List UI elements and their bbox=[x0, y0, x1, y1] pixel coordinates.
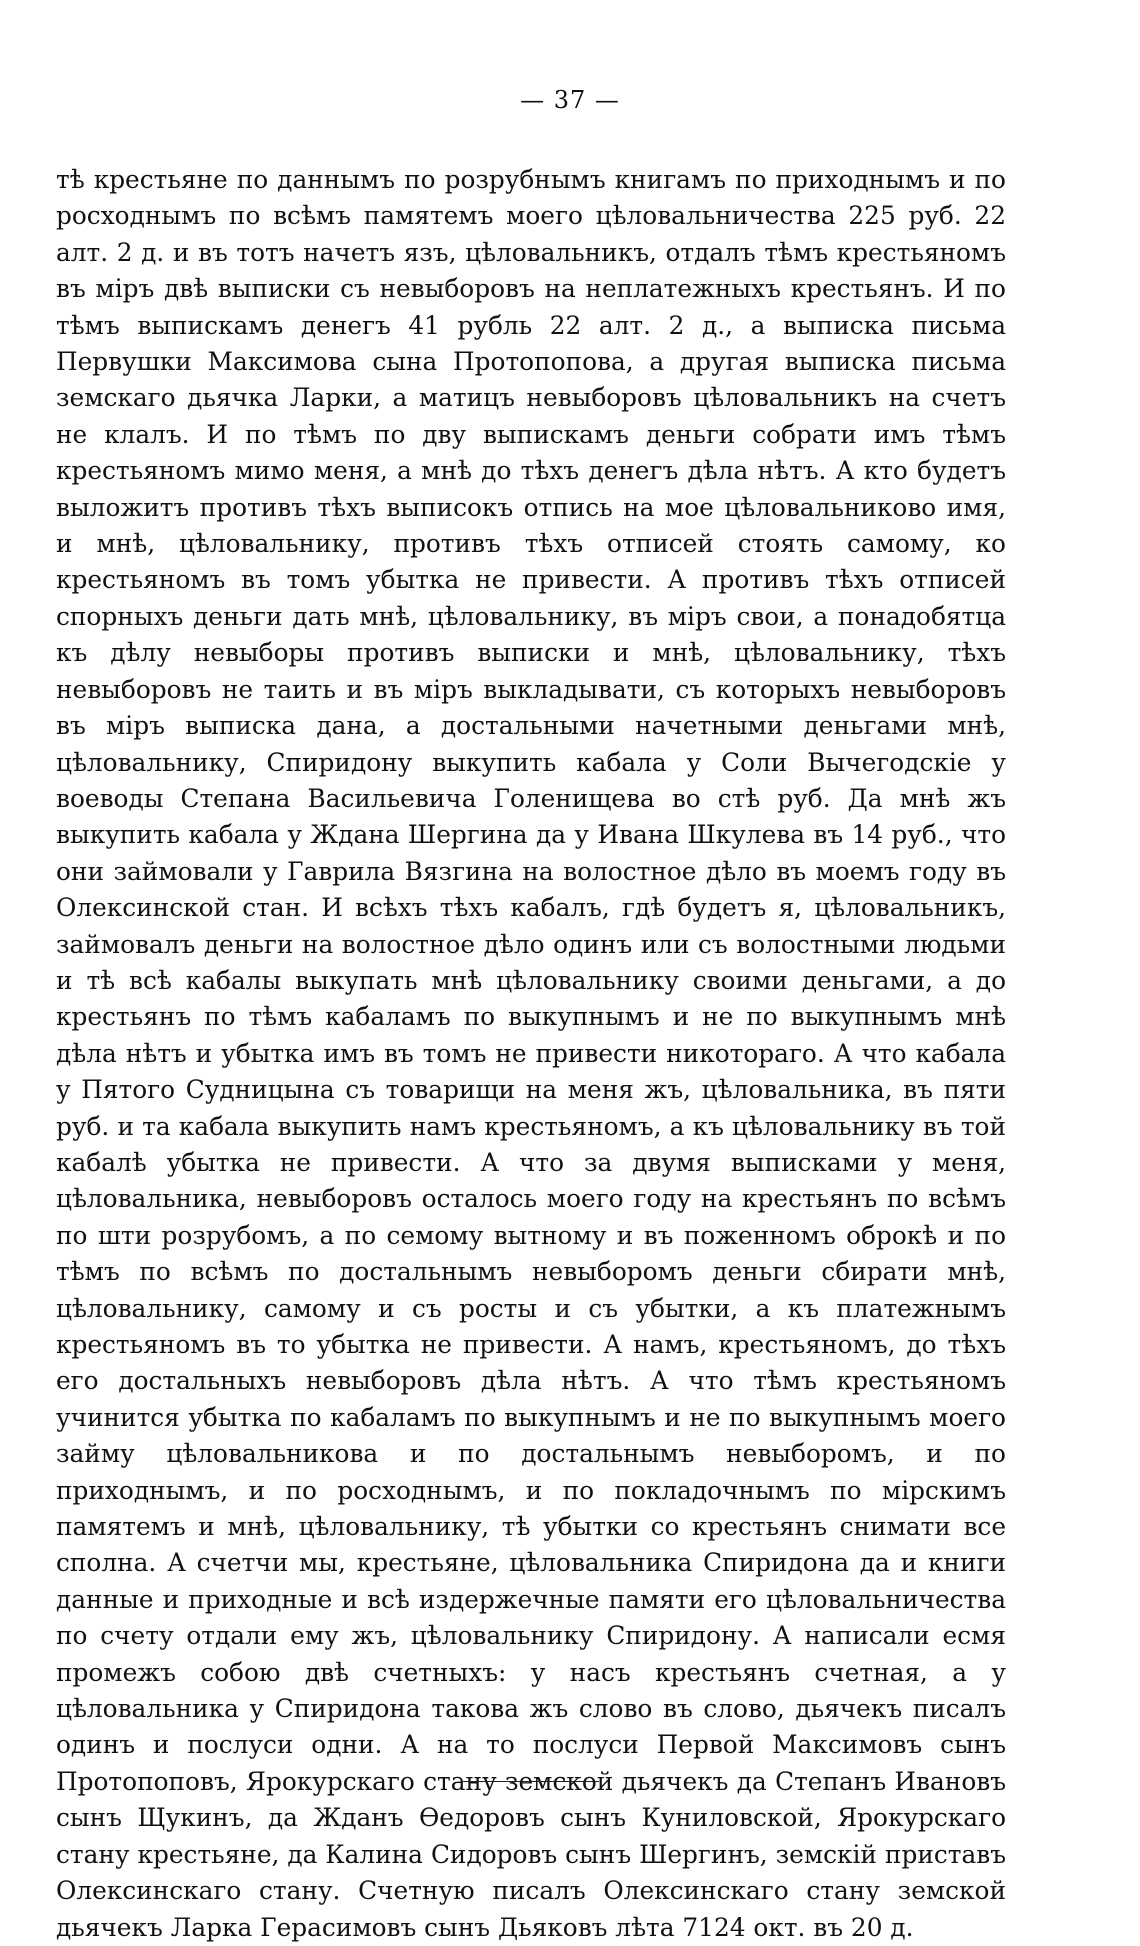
end-rule bbox=[463, 1781, 599, 1782]
page-number: — 37 — bbox=[520, 86, 620, 114]
body-paragraph: тѣ крестьяне по даннымъ по розрубнымъ книгамъ по приходнымъ и по росходнымъ по всѣмъ памятемъ моего цѣловальничества 225 руб. 22 алт. 2 д. и въ тотъ начетъ язъ, цѣловальникъ, отдалъ тѣмъ крестьяномъ въ міръ двѣ выписки съ невыборовъ на неплатежныхъ крестьянъ. И по тѣмъ выпискамъ денегъ 41 рубль 22 алт. 2 д., а выписка письма Первушки Максимова сына Протопопова, а другая выписка письма земскаго дьячка Ларки, а матицъ невыборовъ цѣловальникъ на счетъ не клалъ. И по тѣмъ по дву выпискамъ деньги собрати имъ тѣмъ крестьяномъ мимо меня, а мнѣ до тѣхъ денегъ дѣла нѣтъ. А кто будетъ выложитъ противъ тѣхъ выписокъ отпись на мое цѣловальниково имя, и мнѣ, цѣловальнику, противъ тѣхъ отписей стоять самому, ко крестьяномъ въ томъ убытка не привести. А противъ тѣхъ отписей спорныхъ деньги дать мнѣ, цѣловальнику, въ міръ свои, а понадобятца къ дѣлу невыборы противъ выписки и мнѣ, цѣловальнику, тѣхъ невыборовъ не таить и въ міръ выкладывати, съ которыхъ невыборовъ въ міръ выписка дана, а достальными начетными деньгами мнѣ, цѣловальнику, Спиридону выкупить кабала у Соли Вычегодскіе у воеводы Степана Васильевича Голенищева во стѣ руб. Да мнѣ жъ выкупить кабала у Ждана Шергина да у Ивана Шкулева въ 14 руб., что они займовали у Гаврила Вязгина на волостное дѣло въ моемъ году въ Олексинской стан. И всѣхъ тѣхъ кабалъ, гдѣ будетъ я, цѣловальникъ, займовалъ деньги на волостное дѣло одинъ или съ волостными людьми и тѣ всѣ кабалы выкупать мнѣ цѣловальнику своими деньгами, а до крестьянъ по тѣмъ кабаламъ по выкупнымъ и не по выкупнымъ мнѣ дѣла нѣтъ и убытка имъ въ томъ не привести никотораго. А что кабала у Пятого Судницына съ товарищи на меня жъ, цѣловальника, въ пяти руб. и та кабала выкупить намъ крестьяномъ, а къ цѣловальнику въ той кабалѣ убытка не привести. А что за двумя выписками у меня, цѣловальника, невыборовъ осталось моего году на крестьянъ по всѣмъ по шти розрубомъ, а по семому вытному и въ поженномъ оброкѣ и по тѣмъ по всѣмъ по достальнымъ невыборомъ деньги сбирати мнѣ, цѣловальнику, самому и съ росты и съ убытки, а къ платежнымъ крестьяномъ въ то убытка не привести. А намъ, крестьяномъ, до тѣхъ его достальныхъ невыборовъ дѣла нѣтъ. А что тѣмъ крестьяномъ учинится убытка по кабаламъ по выкупнымъ и не по выкупнымъ моего займу цѣловальникова и по достальнымъ невыборомъ, и по приходнымъ, и по росходнымъ, и по покладочнымъ по мірскимъ памятемъ и мнѣ, цѣловальнику, тѣ убытки со крестьянъ снимати все сполна. А счетчи мы, крестьяне, цѣловальника Спиридона да и книги данные и приходные и всѣ издержечные памяти его цѣловальничества по счету отдали ему жъ, цѣловальнику Спиридону. А написали есмя промежъ собою двѣ счетныхъ: у насъ крестьянъ счетная, а у цѣловальника у Спиридона такова жъ слово въ слово, дьячекъ писалъ одинъ и послуси одни. А на то послуси Первой Максимовъ сынъ Протопоповъ, Ярокурскаго стану земской дьячекъ да Степанъ Ивановъ сынъ Щукинъ, да Жданъ Ѳедоровъ сынъ Куниловской, Ярокурскаго стану крестьяне, да Калина Сидоровъ сынъ Шергинъ, земскій приставъ Олексинскаго стану. Счетную писалъ Олексинскаго стану земской дьячекъ Ларка Герасимовъ сынъ Дьяковъ лѣта 7124 окт. въ 20 д. bbox=[56, 165, 1006, 1942]
